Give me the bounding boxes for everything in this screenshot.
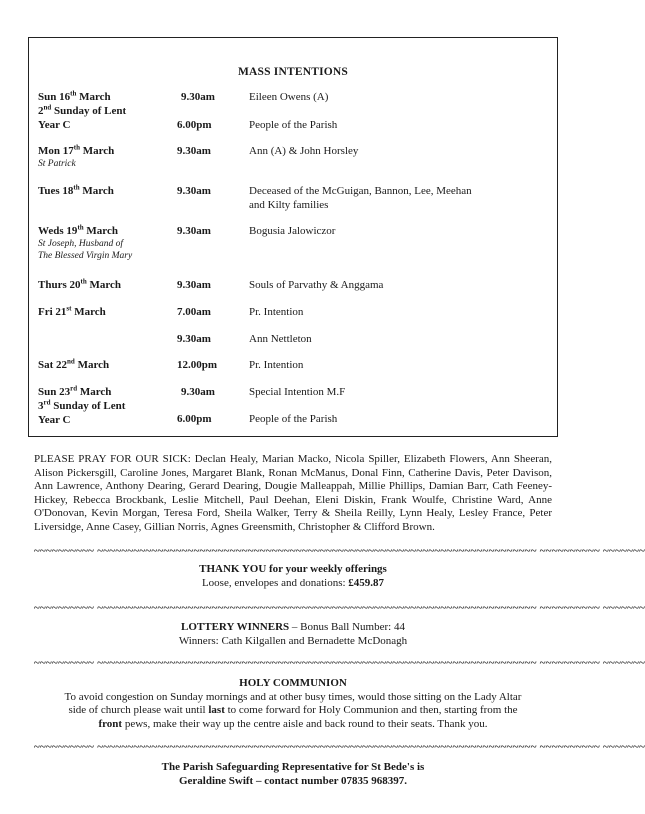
mass-intention: Bogusia Jalowiczor — [249, 225, 336, 237]
tilde-separator: ~~~~~~~~~~ ~~~~~~~~~~~~~~~~~~~~~~~~~~~~~~~~~~~~~~~~~~~~~~~~~~~~~~~~~~~~~~~~~~~~~~~~~ ~~~~~~~~~~ ~~~~~~~ — [34, 545, 645, 557]
mass-time: 12.00pm — [177, 359, 218, 371]
day-label: Weds 19th March St Joseph, Husband of The Blessed Virgin Mary — [38, 223, 133, 261]
day-label: Tues 18th March — [38, 183, 114, 197]
mass-time: 7.00am — [177, 306, 211, 318]
mass-time: 9.30am — [177, 333, 211, 345]
mass-intention: People of the Parish — [249, 413, 338, 425]
offerings-amount: £459.87 — [348, 576, 385, 589]
lottery-section: LOTTERY WINNERS – Bonus Ball Number: 44 Winners: Cath Kilgallen and Bernadette McDonagh — [178, 621, 408, 647]
mass-intention: Ann (A) & John Horsley — [249, 145, 359, 157]
mass-time: 9.30am — [177, 185, 211, 197]
communion-section: HOLY COMMUNION To avoid congestion on Sunday mornings and at other busy times, would those sitting on the Lady Altar side of church please wait until last to come forward for Holy Communion and then, starting from the front pews, make their way up the centre aisle and back round to their seats. Thank you. — [34, 677, 552, 731]
tilde-separator: ~~~~~~~~~~ ~~~~~~~~~~~~~~~~~~~~~~~~~~~~~~~~~~~~~~~~~~~~~~~~~~~~~~~~~~~~~~~~~~~~~~~~~ ~~~~~~~~~~ ~~~~~~~ — [34, 657, 645, 669]
mass-intention: Pr. Intention — [249, 359, 304, 371]
mass-intention: Souls of Parvathy & Anggama — [249, 279, 384, 291]
mass-intention: Deceased of the McGuigan, Bannon, Lee, Meehan and Kilty families — [249, 185, 472, 211]
day-label: Sun 16th March 2nd Sunday of Lent Year C — [38, 89, 127, 131]
tilde-separator: ~~~~~~~~~~ ~~~~~~~~~~~~~~~~~~~~~~~~~~~~~~~~~~~~~~~~~~~~~~~~~~~~~~~~~~~~~~~~~~~~~~~~~ ~~~~~~~~~~ ~~~~~~~ — [34, 602, 645, 614]
mass-intentions-title: MASS INTENTIONS — [237, 66, 349, 78]
mass-time: 9.30am — [181, 386, 215, 398]
mass-time: 6.00pm — [177, 413, 212, 425]
mass-intention: People of the Parish — [249, 119, 338, 131]
day-label: Thurs 20th March — [38, 277, 122, 291]
day-label: Fri 21st March — [38, 304, 106, 318]
mass-intention: Special Intention M.F — [249, 386, 346, 398]
mass-time: 9.30am — [181, 91, 215, 103]
sick-prayer-list: PLEASE PRAY FOR OUR SICK: Declan Healy, Marian Macko, Nicola Spiller, Elizabeth Flowers, Ann Sheeran, Alison Pickersgill, Caroline Jones, Margaret Blank, Ronan McManus, Donal Finn, Catherine Davis, Peter Davison, Ann Lawrence, Anthony Dearing, Gerard Dearing, Dougie Malleappah, Millie Phillips, Damian Barr, Cath Feeney-Hickey, Rebecca Brockbank, Leslie Mitchell, Paul Deehan, Eleni Diskin, Frank Woulfe, Christine Ward, Anne O'Donovan, Kevin Morgan, Teresa Ford, Sheila Walker, Terry & Sheila Reilly, Lynn Healy, Lesley France, Peter Liversidge, Anne Casey, Gillian Norris, Agnes Greensmith, Christopher & Clifford Brown. — [34, 453, 552, 533]
day-label: Sun 23rd March 3rd Sunday of Lent Year C — [38, 384, 126, 426]
mass-intentions-box — [28, 37, 558, 437]
communion-heading: HOLY COMMUNION — [239, 677, 347, 689]
mass-time: 6.00pm — [177, 119, 212, 131]
mass-time: 9.30am — [177, 225, 211, 237]
day-label: Mon 17th March St Patrick — [38, 143, 115, 169]
mass-intention: Eileen Owens (A) — [249, 91, 329, 103]
safeguarding-section: The Parish Safeguarding Representative for St Bede's is Geraldine Swift – contact number 07835 968397. — [161, 761, 425, 787]
mass-intention: Ann Nettleton — [249, 333, 312, 345]
day-label: Sat 22nd March — [38, 357, 110, 371]
tilde-separator: ~~~~~~~~~~ ~~~~~~~~~~~~~~~~~~~~~~~~~~~~~~~~~~~~~~~~~~~~~~~~~~~~~~~~~~~~~~~~~~~~~~~~~ ~~~~~~~~~~ ~~~~~~~ — [34, 741, 645, 753]
lottery-heading: LOTTERY WINNERS — [181, 621, 290, 633]
thanks-heading: THANK YOU — [199, 563, 267, 575]
mass-time: 9.30am — [177, 145, 211, 157]
mass-time: 9.30am — [177, 279, 211, 291]
mass-intention: Pr. Intention — [249, 306, 304, 318]
thanks-section: THANK YOU for your weekly offerings Loose, envelopes and donations: £459.87 — [199, 563, 387, 589]
